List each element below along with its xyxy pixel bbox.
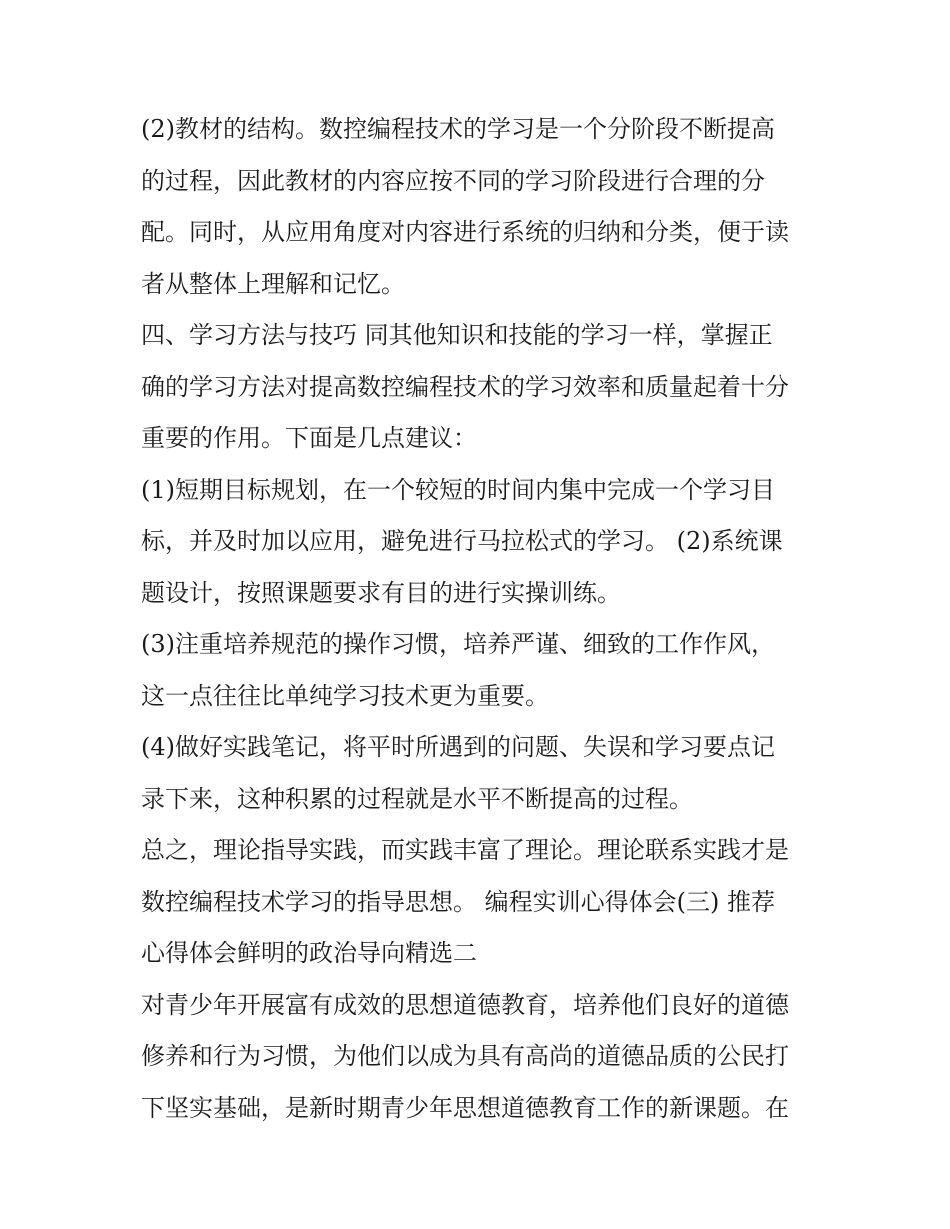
text-line: 修养和行为习惯，为他们以成为具有高尚的道德品质的公民打 [141,1042,789,1070]
text-line: 这一点往往比单纯学习技术更为重要。 [141,681,549,710]
text-line: 下坚实基础，是新时期青少年思想道德教育工作的新课题。在 [141,1093,789,1122]
section-heading-line: 四、学习方法与技巧 同其他知识和技能的学习一样，掌握正 [141,321,773,349]
text-line: 数控编程技术学习的指导思想。 编程实训心得体会(三) 推荐 [141,887,775,916]
body-text [141,104,821,1134]
text-line: 心得体会鲜明的政治导向精选二 [141,939,477,967]
text-line: 总之，理论指导实践，而实践丰富了理论。理论联系实践才是 [141,836,789,864]
text-line: (4)做好实践笔记，将平时所遇到的问题、失误和学习要点记 [141,733,775,761]
text-line: (2)教材的结构。数控编程技术的学习是一个分阶段不断提高 [141,115,775,143]
text-line: 的过程，因此教材的内容应按不同的学习阶段进行合理的分 [141,166,765,195]
text-line: 者从整体上理解和记忆。 [141,269,405,298]
text-line: 配。同时，从应用角度对内容进行系统的归纳和分类，便于读 [141,218,789,246]
text-line: 题设计，按照课题要求有目的进行实操训练。 [141,578,621,607]
text-line: 标，并及时加以应用，避免进行马拉松式的学习。 (2)系统课 [141,527,783,555]
text-line: 重要的作用。下面是几点建议： [141,424,477,452]
text-line: 确的学习方法对提高数控编程技术的学习效率和质量起着十分 [141,372,789,401]
text-line: (3)注重培养规范的操作习惯，培养严谨、细致的工作作风， [141,630,775,658]
text-line: (1)短期目标规划，在一个较短的时间内集中完成一个学习目 [141,475,775,504]
text-line: 录下来，这种积累的过程就是水平不断提高的过程。 [141,784,693,813]
text-line: 对青少年开展富有成效的思想道德教育，培养他们良好的道德 [141,990,789,1019]
